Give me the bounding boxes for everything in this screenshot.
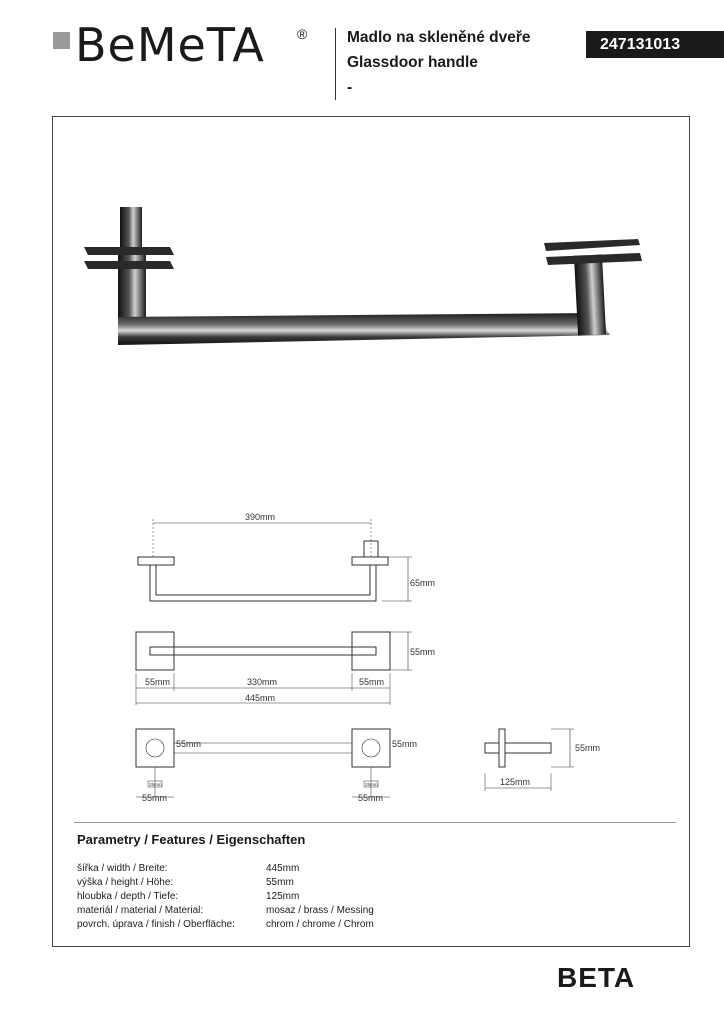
brand-logo: BeMeTA bbox=[75, 18, 265, 72]
dim-side-view-height: 55mm bbox=[575, 743, 601, 753]
spec-label-material: materiál / material / Material: bbox=[77, 905, 204, 916]
spec-label-finish: povrch. úprava / finish / Oberfläche: bbox=[77, 919, 235, 930]
dim-small-right: 25mm bbox=[365, 782, 378, 787]
technical-drawing bbox=[120, 505, 620, 810]
dim-right-plate: 55mm bbox=[359, 677, 385, 687]
dim-side-height: 65mm bbox=[410, 578, 436, 588]
dim-bottom-left-width: 55mm bbox=[142, 793, 168, 803]
dim-top-length: 390mm bbox=[245, 512, 276, 522]
spec-label-width: šířka / width / Breite: bbox=[77, 863, 168, 874]
dim-bottom-right-plate: 55mm bbox=[392, 739, 418, 749]
dim-front-height: 55mm bbox=[410, 647, 436, 657]
product-title-en: Glassdoor handle bbox=[347, 54, 478, 71]
product-code-badge bbox=[586, 31, 724, 58]
spec-labels bbox=[77, 862, 235, 932]
logo-square-icon bbox=[53, 32, 70, 49]
product-title-extra: - bbox=[347, 79, 353, 96]
series-name: BETA bbox=[557, 962, 636, 993]
product-photo bbox=[78, 195, 648, 365]
header-divider bbox=[335, 28, 336, 100]
spec-value-width: 445mm bbox=[266, 863, 300, 874]
product-title-cz: Madlo na skleněné dveře bbox=[347, 29, 531, 46]
dim-total: 445mm bbox=[245, 693, 276, 703]
spec-values bbox=[266, 862, 374, 932]
dim-bottom-left-plate: 55mm bbox=[176, 739, 202, 749]
dim-center: 330mm bbox=[247, 677, 278, 687]
product-code: 247131013 bbox=[600, 35, 681, 53]
spec-value-finish: chrom / chrome / Chrom bbox=[266, 919, 374, 930]
dim-side-view-depth: 125mm bbox=[500, 777, 531, 787]
dim-bottom-right-width: 55mm bbox=[358, 793, 384, 803]
dim-small-left: 25mm bbox=[149, 782, 162, 787]
dim-left-plate: 55mm bbox=[145, 677, 171, 687]
spec-value-height: 55mm bbox=[266, 877, 294, 888]
spec-value-material: mosaz / brass / Messing bbox=[266, 905, 374, 916]
spec-value-depth: 125mm bbox=[266, 891, 300, 902]
spec-label-height: výška / height / Höhe: bbox=[77, 877, 174, 888]
spec-label-depth: hloubka / depth / Tiefe: bbox=[77, 891, 179, 902]
features-title: Parametry / Features / Eigenschaften bbox=[77, 832, 306, 847]
registered-mark: ® bbox=[297, 26, 308, 42]
features-separator bbox=[74, 822, 676, 823]
